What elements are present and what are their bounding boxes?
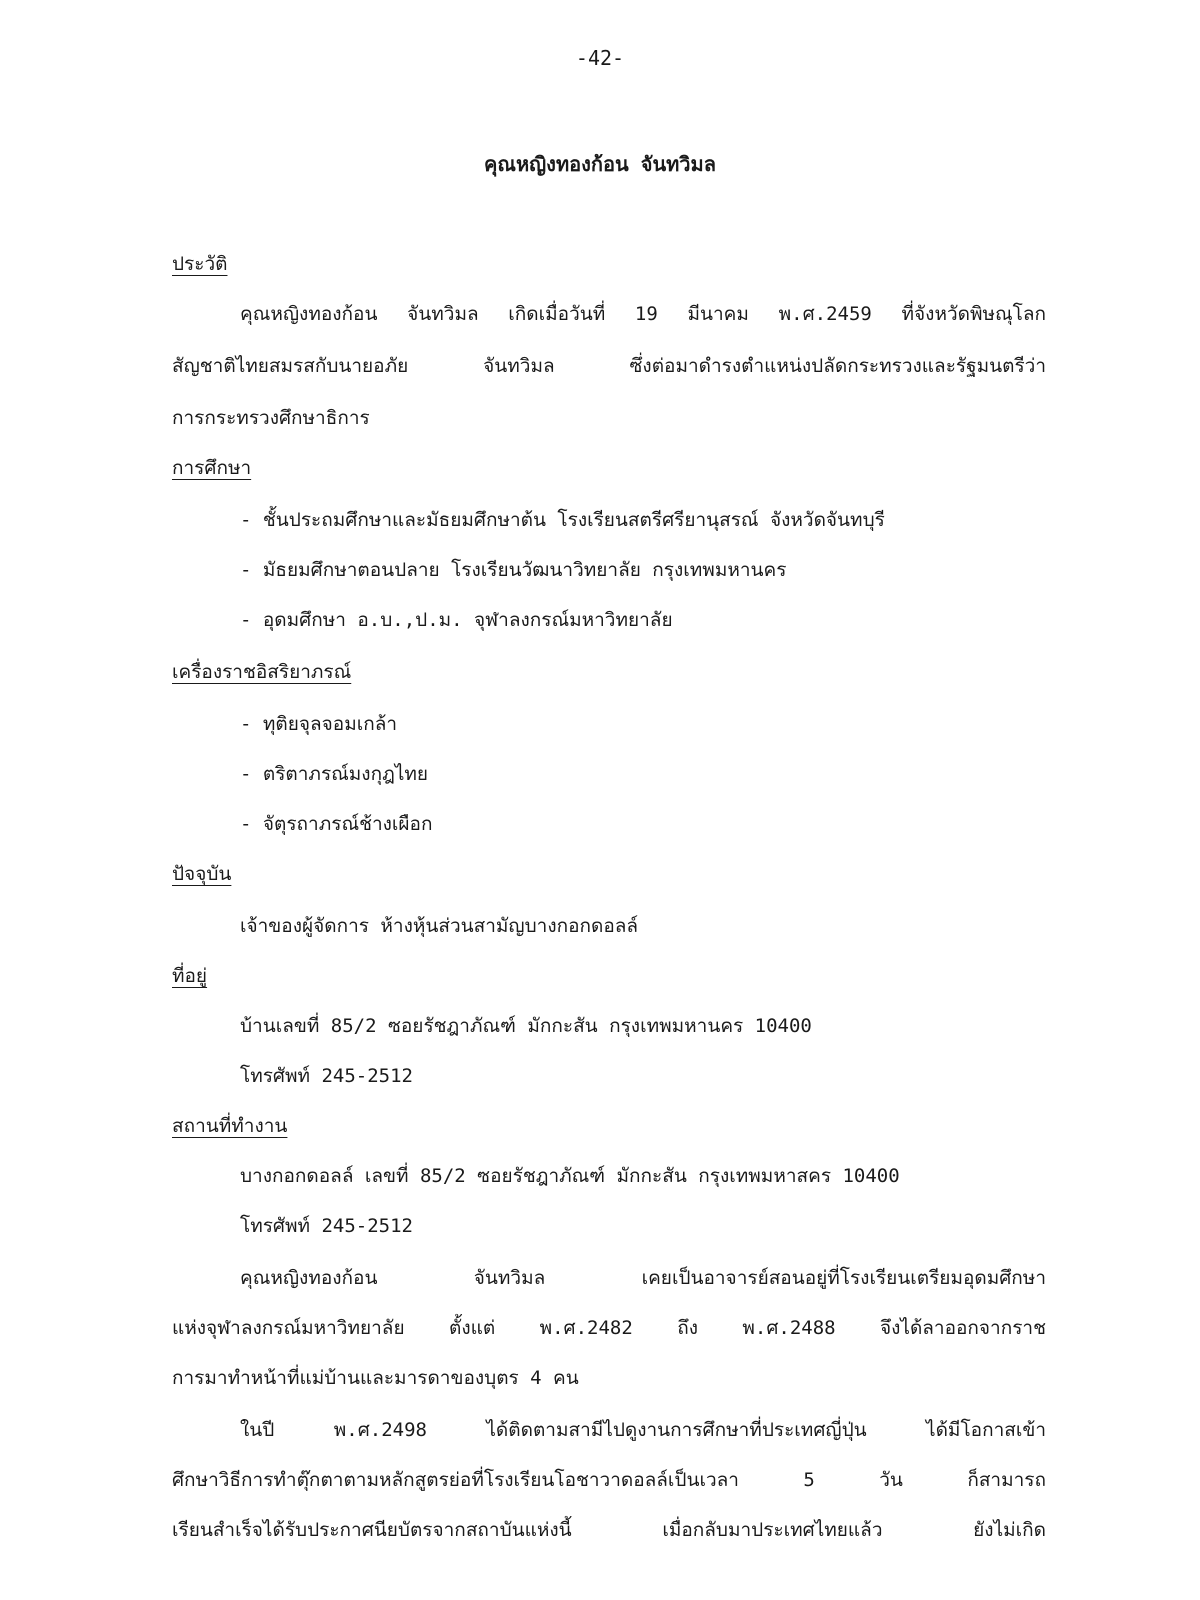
address-phone: โทรศัพท์ 245-2512 [240,1065,413,1087]
education-item: - ชั้นประถมศึกษาและมัธยมศึกษาต้น โรงเรียนสตรีศรียานุสรณ์ จังหวัดจันทบุรี [240,509,885,531]
address-line: บ้านเลขที่ 85/2 ซอยรัชฎาภัณฑ์ มักกะสัน กรุงเทพมหานคร 10400 [240,1015,812,1037]
paragraph-line: การมาทำหน้าที่แม่บ้านและมารดาของบุตร 4 คน [172,1367,579,1389]
section-heading-education: การศึกษา [172,457,252,479]
section-heading-workplace: สถานที่ทำงาน [172,1115,288,1137]
education-item: - อุดมศึกษา อ.บ.,ป.ม. จุฬาลงกรณ์มหาวิทยาลัย [240,609,673,631]
page-number: -42- [575,46,625,70]
section-heading-decorations: เครื่องราชอิสริยาภรณ์ [172,661,352,683]
decoration-item: - ตริตาภรณ์มงกุฎไทย [240,763,429,785]
decoration-item: - จัตุรถาภรณ์ช้างเผือก [240,813,433,835]
paragraph-line: เรียนสำเร็จได้รับประกาศนียบัตรจากสถาบันแห่งนี้ เมื่อกลับมาประเทศไทยแล้ว ยังไม่เกิด [172,1519,1046,1541]
paragraph-line: ในปี พ.ศ.2498 ได้ติดตามสามีไปดูงานการศึกษาที่ประเทศญี่ปุ่น ได้มีโอกาสเข้า [240,1419,1046,1441]
section-heading-current: ปัจจุบัน [172,863,232,885]
section-heading-address: ที่อยู่ [172,965,208,987]
paragraph-line: แห่งจุฬาลงกรณ์มหาวิทยาลัย ตั้งแต่ พ.ศ.2482 ถึง พ.ศ.2488 จึงได้ลาออกจากราช [172,1317,1046,1339]
workplace-phone: โทรศัพท์ 245-2512 [240,1215,413,1237]
section-heading-history: ประวัติ [172,253,228,275]
education-item: - มัธยมศึกษาตอนปลาย โรงเรียนวัฒนาวิทยาลัย กรุงเทพมหานคร [240,559,787,581]
history-line: การกระทรวงศึกษาธิการ [172,407,370,429]
paragraph-line: คุณหญิงทองก้อน จันทวิมล เคยเป็นอาจารย์สอนอยู่ที่โรงเรียนเตรียมอุดมศึกษา [240,1267,1046,1289]
page-title: คุณหญิงทองก้อน จันทวิมล [484,152,716,176]
decoration-item: - ทุติยจุลจอมเกล้า [240,713,398,735]
current-line: เจ้าของผู้จัดการ ห้างหุ้นส่วนสามัญบางกอกดอลล์ [240,915,639,937]
workplace-line: บางกอกดอลล์ เลขที่ 85/2 ซอยรัชฎาภัณฑ์ มักกะสัน กรุงเทพมหาสคร 10400 [240,1165,900,1187]
history-line: สัญชาติไทยสมรสกับนายอภัย จันทวิมล ซึ่งต่อมาดำรงตำแหน่งปลัดกระทรวงและรัฐมนตรีว่า [172,355,1046,377]
history-line: คุณหญิงทองก้อน จันทวิมล เกิดเมื่อวันที่ 19 มีนาคม พ.ศ.2459 ที่จังหวัดพิษณุโลก [240,303,1046,325]
paragraph-line: ศึกษาวิธีการทำตุ๊กตาตามหลักสูตรย่อที่โรงเรียนโอชาวาดอลล์เป็นเวลา 5 วัน ก็สามารถ [172,1469,1046,1491]
